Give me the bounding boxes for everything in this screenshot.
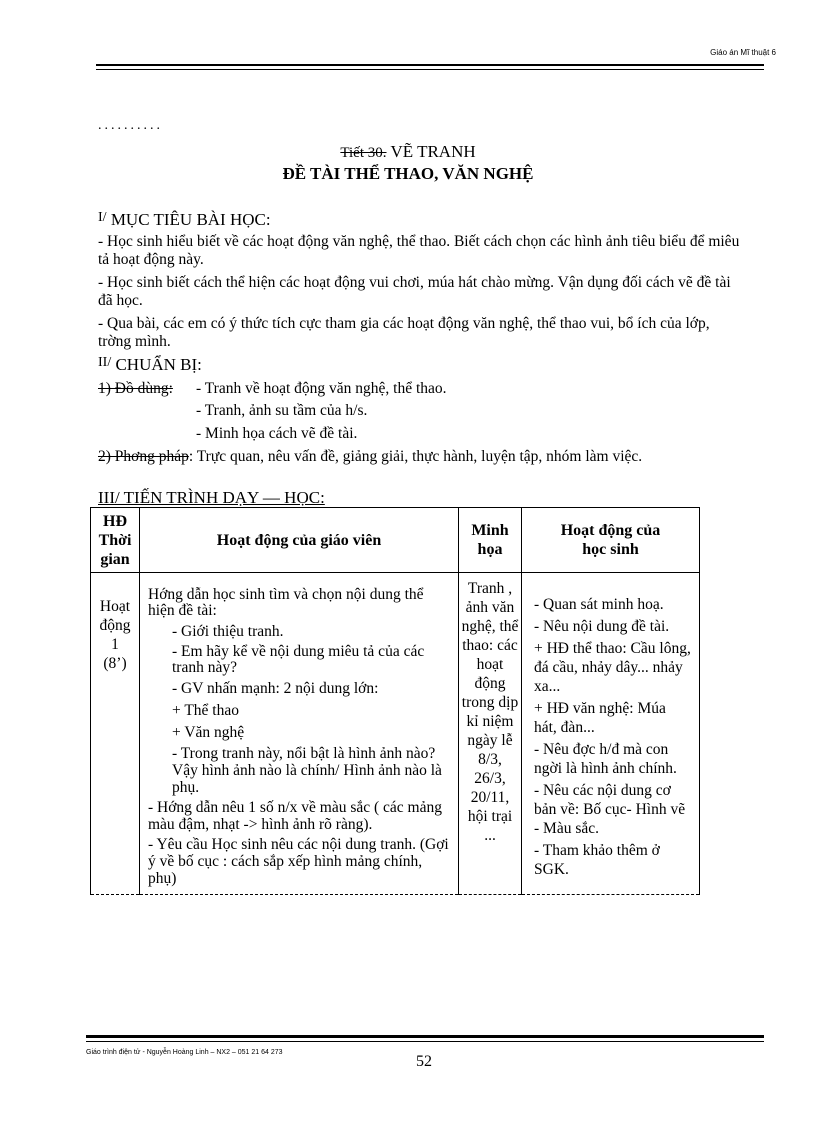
student-item: - Quan sát minh hoạ. — [534, 596, 664, 613]
header-illustration-line: họa — [477, 541, 503, 558]
footer-rule-thin — [86, 1041, 764, 1042]
header-rule-thin — [96, 69, 764, 70]
student-item: - Nêu đợc h/đ mà con ngời là hình ảnh chính. — [534, 741, 677, 777]
student-item: - Nêu các nội dung cơ bản về: Bố cục- Hình vẽ - Màu sắc. — [534, 782, 686, 837]
section-heading-text: CHUẨN BỊ: — [111, 355, 202, 374]
cell-time — [91, 573, 140, 895]
header-time-line: HĐ — [103, 512, 127, 530]
cell-illustration: Tranh , ảnh văn nghệ, thể thao: các hoạt động trong dịp kỉ niệm ngày lễ 8/3, 26/3, 20/11, hội trại ... — [459, 573, 522, 895]
time-line: động — [99, 617, 131, 634]
header-student-line: học sinh — [582, 541, 639, 558]
footer-author: Giáo trình điện tử - Nguyễn Hoàng Linh – NX2 – 051 21 64 273 — [86, 1049, 283, 1056]
lesson-plan-table — [90, 507, 700, 895]
student-item: - Nêu nội dung đề tài. — [534, 618, 670, 635]
objective-paragraph: - Qua bài, các em có ý thức tích cực tham gia các hoạt động văn nghệ, thể thao vui, bổ ích của lớp, trờng mình. — [98, 315, 710, 350]
header-time — [91, 508, 140, 573]
method-label: 2) Phơng pháp — [98, 448, 189, 465]
student-item: + HĐ văn nghệ: Múa hát, đàn... — [534, 700, 666, 736]
section-procedure-heading: III/ TIẾN TRÌNH DẠY — HỌC: — [98, 488, 325, 507]
tools-item: - Tranh về hoạt động văn nghệ, thể thao. — [196, 380, 447, 397]
tools-line — [98, 380, 173, 398]
lesson-number: Tiết 30. — [340, 145, 387, 161]
time-line: 1 — [111, 636, 119, 653]
teacher-item: - Giới thiệu tranh. — [172, 623, 284, 640]
method-line — [98, 448, 746, 466]
teacher-item: + Văn nghệ — [172, 724, 245, 741]
header-doc-title: Giáo án Mĩ thuật 6 — [710, 48, 776, 57]
section-heading-text: MỤC TIÊU BÀI HỌC: — [106, 210, 271, 229]
lesson-title — [0, 142, 816, 162]
header-student — [522, 508, 700, 573]
teacher-item: - Trong tranh này, nổi bật là hình ảnh nào? Vậy hình ảnh nào là chính/ Hình ảnh nào là phụ. — [172, 745, 442, 796]
footer-rule-thick — [86, 1035, 764, 1038]
objective-paragraph: - Học sinh hiểu biết về các hoạt động văn nghệ, thể thao. Biết cách chọn các hình ảnh tiêu biểu để miêu tả hoạt động này. — [98, 233, 740, 268]
teacher-item: Hớng dẫn học sinh tìm và chọn nội dung thể hiện đề tài: — [148, 586, 424, 619]
teacher-item: + Thể thao — [172, 702, 239, 719]
header-teacher: Hoạt động của giáo viên — [140, 508, 459, 573]
header-time-line: gian — [100, 550, 130, 568]
header-illustration — [459, 508, 522, 573]
tools-item: - Tranh, ảnh su tầm của h/s. — [196, 402, 368, 419]
section-preparation-heading — [98, 355, 202, 375]
time-line: Hoạt — [99, 598, 131, 615]
student-item: - Tham khảo thêm ở SGK. — [534, 842, 660, 878]
section-number: II/ — [98, 355, 112, 370]
student-item: + HĐ thể thao: Cầu lông, đá cầu, nhảy dây... nhảy xa... — [534, 640, 691, 695]
header-time-line: Thời — [98, 531, 132, 549]
leading-dots: .......... — [98, 118, 163, 133]
cell-teacher-activity — [140, 573, 459, 895]
header-illustration-line: Minh — [471, 522, 509, 539]
table-row — [91, 573, 700, 895]
objective-paragraph: - Học sinh biết cách thể hiện các hoạt động vui chơi, múa hát chào mừng. Vận dụng đối cách vẽ đề tài đã học. — [98, 274, 731, 309]
page-number: 52 — [416, 1053, 432, 1070]
section-number: I/ — [98, 210, 107, 225]
teacher-item: - Hớng dẫn nêu 1 số n/x về màu sắc ( các mảng màu đậm, nhạt -> hình ảnh rõ ràng). — [148, 799, 442, 833]
section-objectives-heading — [98, 210, 271, 230]
lesson-subtitle: ĐỀ TÀI THỂ THAO, VĂN NGHỆ — [282, 164, 534, 183]
teacher-item: - Yêu cầu Học sinh nêu các nội dung tranh. (Gợi ý về bố cục : cách sắp xếp hình mảng chính, phụ) — [148, 836, 449, 887]
time-line: (8’) — [103, 655, 127, 672]
cell-student-activity — [522, 573, 700, 895]
teacher-item: - Em hãy kể về nội dung miêu tả của các tranh này? — [172, 643, 425, 676]
tools-item: - Minh họa cách vẽ đề tài. — [196, 425, 358, 442]
table-header-row — [91, 508, 700, 573]
tools-label: 1) Đồ dùng: — [98, 380, 173, 397]
method-text: : Trực quan, nêu vấn đề, giảng giải, thực hành, luyện tập, nhóm làm việc. — [188, 448, 643, 465]
header-student-line: Hoạt động của — [560, 522, 661, 539]
teacher-item: - GV nhấn mạnh: 2 nội dung lớn: — [172, 680, 379, 697]
header-rule-thick — [96, 64, 764, 66]
lesson-type: VẼ TRANH — [386, 142, 476, 161]
